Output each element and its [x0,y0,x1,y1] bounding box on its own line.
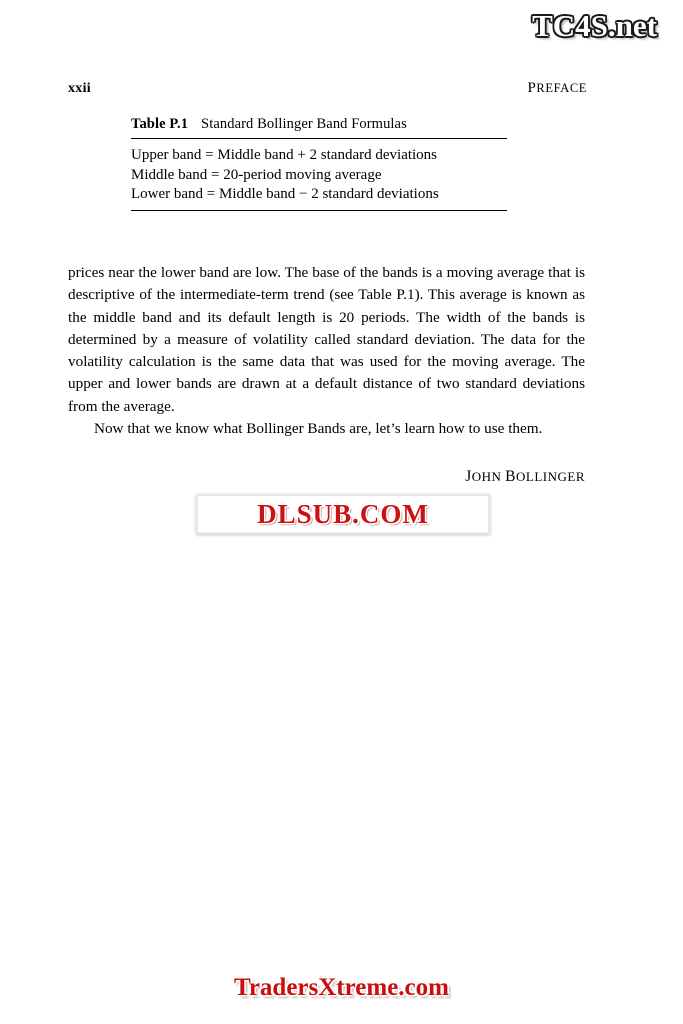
running-head-initial: P [527,80,537,96]
watermark-top: TC4S.net [532,8,657,43]
running-head-title [527,80,587,97]
table-row: Upper band = Middle band + 2 standard deviations [131,147,438,163]
table-caption-text: Standard Bollinger Band Formulas [201,116,407,132]
table-caption [131,116,507,138]
table-p1 [131,116,507,211]
table-label: Table P.1 [131,116,189,132]
page-number: xxii [68,81,91,96]
paragraph: prices near the lower band are low. The base of the bands is a moving average that is descriptive of the intermediate-term trend (see Table P.1). This average is known as the middle band and its default length is 20 periods. The width of the bands is determined by a measure of volatility called standard deviation. The data for the volatility calculation is the same data that was used for the moving average. The upper and lower bands are drawn at a default distance of two standard deviations from the average. [68,264,585,415]
signature-first-rest: OHN [471,469,502,484]
table-body [131,139,507,210]
paragraph: Now that we know what Bollinger Bands are, let’s learn how to use them. [94,420,543,438]
signature-last-rest: OLLINGER [516,469,585,484]
signature-first-initial: J [465,468,472,485]
table-row: Middle band = 20-period moving average [131,166,382,183]
running-head [68,80,587,97]
signature-last-initial: B [505,468,516,485]
watermark-middle-text: DLSUB.COM [257,498,429,529]
body-text [68,262,585,440]
table-row: Lower band = Middle band − 2 standard deviations [131,186,439,202]
author-signature [68,468,585,486]
watermark-bottom: TradersXtreme.com [234,974,449,1001]
watermark-middle [196,494,490,534]
running-head-rest: REFACE [536,81,587,95]
table-rule-bottom [131,210,507,211]
